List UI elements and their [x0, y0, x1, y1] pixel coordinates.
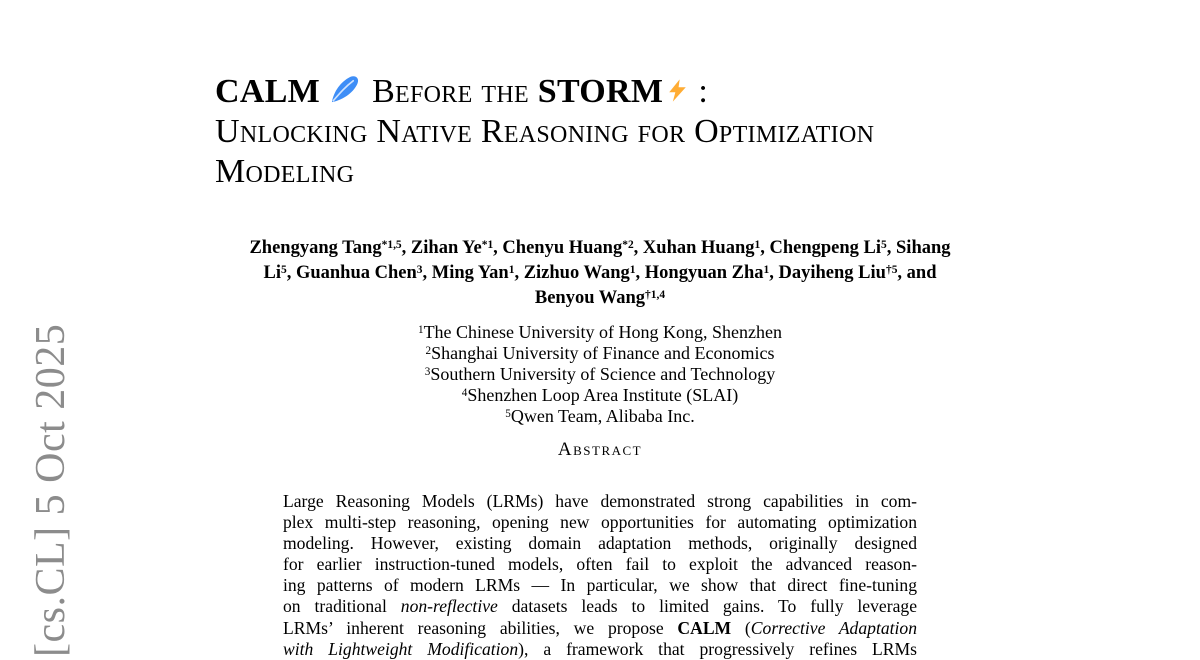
affiliation-line	[214, 343, 986, 364]
plain-text: , Chenyu Huang	[493, 238, 623, 258]
plain-text: , Zizhuo Wang	[514, 263, 630, 283]
text-line	[283, 639, 917, 660]
affiliation-line	[214, 364, 986, 385]
italic-text: with Lightweight Modification	[283, 638, 519, 659]
text-line	[283, 618, 917, 639]
italic-text: Corrective Adaptation	[750, 617, 918, 638]
plain-text: datasets leads to limited gains. To fully leverage	[497, 596, 918, 617]
plain-text: on traditional	[283, 596, 401, 617]
title-storm-text: STORM	[537, 73, 664, 110]
plain-text: Large Reasoning Models (LRMs) have demonstrated strong capabilities in com-	[283, 491, 917, 511]
feather-icon	[329, 73, 360, 106]
text-line	[214, 261, 986, 286]
title-calm-text: CALM	[215, 73, 321, 110]
title-line-2: Unlocking Native Reasoning for Optimization	[215, 113, 875, 150]
plain-text: Benyou Wang	[534, 288, 646, 308]
abstract-text	[283, 491, 917, 660]
affiliation-name: The Chinese University of Hong Kong, Shenzhen	[423, 322, 782, 342]
title-line-1	[215, 72, 1015, 112]
plain-text: , Ming Yan	[422, 263, 509, 283]
superscript: †1,4	[645, 288, 666, 301]
bold-text: CALM	[677, 617, 732, 638]
affiliation-name: Shenzhen Loop Area Institute (SLAI)	[467, 385, 739, 405]
plain-text: , Zihan Ye	[401, 238, 482, 258]
title-before-the-text: Before the	[372, 73, 529, 110]
text-line	[283, 575, 917, 596]
plain-text: , Chengpeng Li	[760, 238, 882, 258]
superscript: 4	[461, 386, 468, 399]
superscript: 3	[416, 263, 423, 276]
plain-text: Zhengyang Tang	[249, 238, 382, 258]
affiliation-name: Qwen Team, Alibaba Inc.	[510, 406, 695, 426]
superscript: 1	[508, 263, 515, 276]
plain-text: LRMs’ inherent reasoning abilities, we propose	[283, 617, 678, 638]
superscript: 1	[763, 263, 770, 276]
plain-text: Li	[263, 263, 281, 283]
superscript: 5	[505, 407, 511, 420]
italic-text: non-reflective	[400, 596, 498, 617]
title-line-3: Modeling	[215, 153, 355, 190]
plain-text: , and	[897, 263, 937, 283]
superscript: 5	[280, 263, 287, 276]
superscript: 3	[424, 365, 431, 378]
superscript: 1	[754, 238, 761, 251]
text-line	[283, 596, 917, 617]
plain-text: , Sihang	[886, 238, 951, 258]
text-line	[283, 491, 917, 512]
plain-text: (	[731, 617, 751, 638]
affiliation-line	[214, 322, 986, 343]
paper-title	[215, 72, 1015, 192]
superscript: †5	[885, 263, 898, 276]
superscript: 5	[881, 238, 887, 251]
affiliation-line	[214, 385, 986, 406]
plain-text: , Hongyuan Zha	[635, 263, 764, 283]
plain-text: modeling. However, existing domain adaptation methods, originally designed	[283, 533, 917, 554]
affiliation-line	[214, 406, 986, 427]
text-line	[283, 512, 917, 533]
lightning-bolt-icon	[666, 75, 689, 106]
plain-text: ), a framework that progressively refines LRMs	[518, 638, 917, 659]
plain-text: plex multi-step reasoning, opening new opportunities for automating optimization	[283, 512, 917, 533]
text-line	[214, 236, 986, 261]
title-colon: :	[698, 73, 709, 110]
superscript: *2	[622, 238, 634, 251]
text-line	[214, 286, 986, 311]
superscript: 1	[629, 263, 636, 276]
author-list	[214, 236, 986, 311]
plain-text: , Xuhan Huang	[633, 238, 755, 258]
abstract-heading: Abstract	[557, 439, 643, 460]
affiliation-name: Shanghai University of Finance and Economics	[431, 343, 775, 363]
affiliation-name: Southern University of Science and Technology	[430, 364, 776, 384]
arxiv-watermark: [cs.CL] 5 Oct 2025	[28, 323, 74, 657]
plain-text: , Dayiheng Liu	[769, 263, 886, 283]
superscript: *1	[481, 238, 494, 251]
superscript: *1,5	[381, 238, 402, 251]
superscript: 2	[425, 344, 432, 357]
plain-text: for earlier instruction-tuned models, often fail to exploit the advanced reason-	[283, 554, 917, 575]
text-line	[283, 554, 917, 575]
plain-text: ing patterns of modern LRMs — In particular, we show that direct fine-tuning	[283, 575, 917, 596]
superscript: 1	[417, 323, 424, 336]
plain-text: , Guanhua Chen	[286, 263, 417, 283]
affiliation-list	[214, 322, 986, 427]
text-line	[283, 533, 917, 554]
